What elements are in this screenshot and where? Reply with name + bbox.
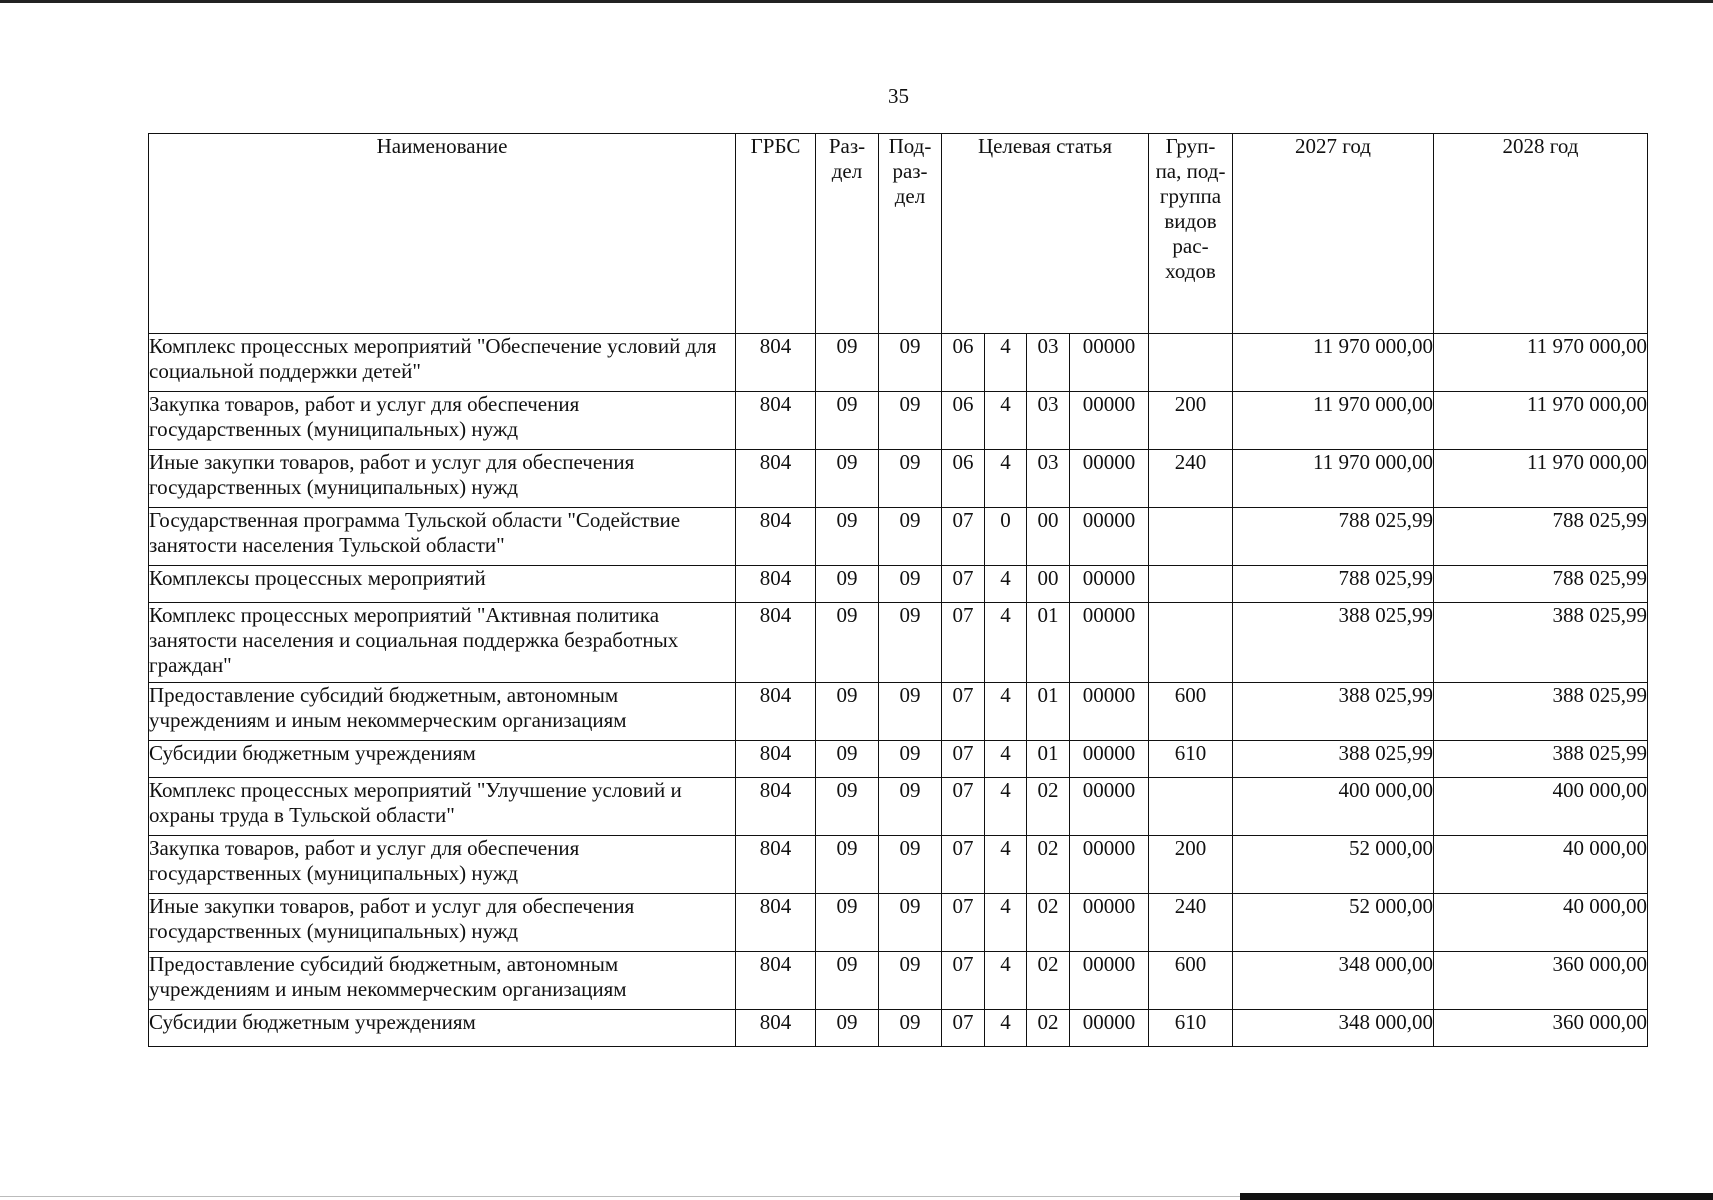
cell-target-complex: 03 [1027,392,1070,450]
cell-expense-group: 600 [1149,952,1233,1010]
cell-amount-2028: 388 025,99 [1434,683,1648,741]
cell-target-program: 06 [942,392,985,450]
header-2027: 2027 год [1233,134,1434,334]
cell-target-program: 07 [942,683,985,741]
cell-target-program: 07 [942,508,985,566]
cell-target-complex: 01 [1027,603,1070,683]
cell-razdel: 09 [816,741,879,778]
cell-target-type: 4 [985,741,1027,778]
cell-target-type: 4 [985,683,1027,741]
cell-amount-2027: 788 025,99 [1233,508,1434,566]
cell-target-complex: 02 [1027,952,1070,1010]
cell-expense-group: 610 [1149,741,1233,778]
cell-name: Комплекс процессных мероприятий "Обеспечение условий для социальной поддержки детей" [149,334,736,392]
table-row [149,566,1648,603]
table-row [149,392,1648,450]
cell-target-program: 07 [942,566,985,603]
cell-expense-group: 240 [1149,894,1233,952]
cell-target-complex: 02 [1027,836,1070,894]
cell-podrazdel: 09 [879,894,942,952]
cell-amount-2027: 11 970 000,00 [1233,392,1434,450]
cell-podrazdel: 09 [879,952,942,1010]
cell-target-direction: 00000 [1070,741,1149,778]
table-row [149,508,1648,566]
cell-amount-2028: 40 000,00 [1434,836,1648,894]
cell-target-type: 4 [985,894,1027,952]
table-row [149,741,1648,778]
table-row [149,683,1648,741]
cell-amount-2027: 388 025,99 [1233,741,1434,778]
header-2028: 2028 год [1434,134,1648,334]
cell-target-direction: 00000 [1070,334,1149,392]
cell-expense-group [1149,603,1233,683]
cell-target-type: 4 [985,778,1027,836]
cell-amount-2028: 400 000,00 [1434,778,1648,836]
cell-razdel: 09 [816,952,879,1010]
cell-grbs: 804 [736,392,816,450]
table-header [149,134,1648,334]
cell-target-complex: 02 [1027,778,1070,836]
cell-amount-2028: 360 000,00 [1434,1010,1648,1047]
cell-amount-2028: 11 970 000,00 [1434,392,1648,450]
cell-podrazdel: 09 [879,450,942,508]
cell-grbs: 804 [736,1010,816,1047]
cell-target-direction: 00000 [1070,836,1149,894]
cell-target-direction: 00000 [1070,894,1149,952]
cell-target-type: 4 [985,392,1027,450]
cell-grbs: 804 [736,894,816,952]
cell-razdel: 09 [816,603,879,683]
cell-target-program: 07 [942,741,985,778]
table-row [149,334,1648,392]
cell-name: Комплекс процессных мероприятий "Активная политика занятости населения и социальная поддержка безработных граждан" [149,603,736,683]
cell-amount-2028: 788 025,99 [1434,508,1648,566]
cell-target-type: 4 [985,1010,1027,1047]
cell-amount-2027: 11 970 000,00 [1233,450,1434,508]
cell-grbs: 804 [736,836,816,894]
cell-expense-group [1149,566,1233,603]
cell-amount-2028: 11 970 000,00 [1434,334,1648,392]
cell-amount-2027: 52 000,00 [1233,894,1434,952]
cell-expense-group: 600 [1149,683,1233,741]
cell-target-direction: 00000 [1070,508,1149,566]
scan-edge-bottom [1240,1193,1713,1200]
header-name: Наименование [149,134,736,334]
cell-grbs: 804 [736,741,816,778]
cell-grbs: 804 [736,778,816,836]
cell-amount-2027: 11 970 000,00 [1233,334,1434,392]
cell-target-direction: 00000 [1070,952,1149,1010]
cell-amount-2028: 40 000,00 [1434,894,1648,952]
table-row [149,952,1648,1010]
cell-target-direction: 00000 [1070,392,1149,450]
cell-expense-group [1149,778,1233,836]
cell-name: Государственная программа Тульской области "Содействие занятости населения Тульской области" [149,508,736,566]
cell-target-direction: 00000 [1070,683,1149,741]
cell-target-program: 07 [942,603,985,683]
cell-expense-group: 200 [1149,392,1233,450]
cell-podrazdel: 09 [879,683,942,741]
cell-expense-group: 610 [1149,1010,1233,1047]
cell-podrazdel: 09 [879,1010,942,1047]
table-row [149,778,1648,836]
table-row [149,894,1648,952]
table-row [149,603,1648,683]
cell-name: Закупка товаров, работ и услуг для обеспечения государственных (муниципальных) нужд [149,392,736,450]
scan-edge-bottom-line [0,1196,1240,1197]
cell-target-type: 4 [985,450,1027,508]
cell-amount-2028: 360 000,00 [1434,952,1648,1010]
cell-target-program: 07 [942,778,985,836]
cell-podrazdel: 09 [879,603,942,683]
cell-podrazdel: 09 [879,778,942,836]
cell-name: Комплексы процессных мероприятий [149,566,736,603]
header-razdel: Раз- дел [816,134,879,334]
cell-target-direction: 00000 [1070,450,1149,508]
cell-expense-group: 200 [1149,836,1233,894]
header-target-article: Целевая статья [942,134,1149,334]
cell-target-program: 06 [942,450,985,508]
cell-amount-2028: 388 025,99 [1434,741,1648,778]
cell-amount-2027: 388 025,99 [1233,683,1434,741]
cell-target-complex: 03 [1027,450,1070,508]
cell-target-program: 07 [942,1010,985,1047]
cell-target-complex: 01 [1027,741,1070,778]
scan-edge-top [0,0,1713,3]
header-expense-group: Груп- па, под- группа видов рас- ходов [1149,134,1233,334]
cell-razdel: 09 [816,334,879,392]
cell-grbs: 804 [736,508,816,566]
cell-amount-2028: 11 970 000,00 [1434,450,1648,508]
cell-target-program: 07 [942,894,985,952]
budget-table [148,133,1648,1047]
cell-target-program: 07 [942,836,985,894]
cell-target-type: 4 [985,334,1027,392]
cell-target-complex: 01 [1027,683,1070,741]
cell-amount-2027: 388 025,99 [1233,603,1434,683]
cell-name: Иные закупки товаров, работ и услуг для обеспечения государственных (муниципальных) нужд [149,894,736,952]
cell-razdel: 09 [816,450,879,508]
cell-grbs: 804 [736,334,816,392]
cell-podrazdel: 09 [879,741,942,778]
cell-amount-2028: 788 025,99 [1434,566,1648,603]
cell-target-type: 4 [985,603,1027,683]
cell-target-complex: 02 [1027,1010,1070,1047]
cell-amount-2027: 400 000,00 [1233,778,1434,836]
cell-amount-2028: 388 025,99 [1434,603,1648,683]
cell-target-complex: 00 [1027,508,1070,566]
header-podrazdel: Под- раз- дел [879,134,942,334]
cell-target-direction: 00000 [1070,778,1149,836]
cell-name: Предоставление субсидий бюджетным, автономным учреждениям и иным некоммерческим организациям [149,683,736,741]
table-body [149,334,1648,1047]
cell-razdel: 09 [816,392,879,450]
cell-razdel: 09 [816,508,879,566]
table-row [149,1010,1648,1047]
cell-target-type: 4 [985,566,1027,603]
cell-target-direction: 00000 [1070,603,1149,683]
cell-amount-2027: 348 000,00 [1233,952,1434,1010]
cell-name: Субсидии бюджетным учреждениям [149,1010,736,1047]
cell-target-program: 06 [942,334,985,392]
cell-razdel: 09 [816,566,879,603]
cell-grbs: 804 [736,603,816,683]
cell-amount-2027: 788 025,99 [1233,566,1434,603]
table-row [149,836,1648,894]
cell-grbs: 804 [736,952,816,1010]
page-number: 35 [888,84,909,108]
table-row [149,450,1648,508]
cell-razdel: 09 [816,894,879,952]
cell-razdel: 09 [816,1010,879,1047]
cell-podrazdel: 09 [879,508,942,566]
cell-grbs: 804 [736,566,816,603]
cell-name: Закупка товаров, работ и услуг для обеспечения государственных (муниципальных) нужд [149,836,736,894]
cell-target-direction: 00000 [1070,1010,1149,1047]
cell-grbs: 804 [736,450,816,508]
cell-target-type: 4 [985,952,1027,1010]
cell-podrazdel: 09 [879,392,942,450]
cell-target-complex: 00 [1027,566,1070,603]
cell-name: Субсидии бюджетным учреждениям [149,741,736,778]
cell-target-direction: 00000 [1070,566,1149,603]
cell-target-type: 4 [985,836,1027,894]
cell-name: Предоставление субсидий бюджетным, автономным учреждениям и иным некоммерческим организациям [149,952,736,1010]
cell-podrazdel: 09 [879,566,942,603]
cell-target-type: 0 [985,508,1027,566]
cell-target-program: 07 [942,952,985,1010]
header-grbs: ГРБС [736,134,816,334]
cell-podrazdel: 09 [879,836,942,894]
cell-target-complex: 02 [1027,894,1070,952]
cell-expense-group [1149,508,1233,566]
cell-target-complex: 03 [1027,334,1070,392]
cell-amount-2027: 348 000,00 [1233,1010,1434,1047]
cell-razdel: 09 [816,836,879,894]
cell-name: Иные закупки товаров, работ и услуг для обеспечения государственных (муниципальных) нужд [149,450,736,508]
cell-podrazdel: 09 [879,334,942,392]
cell-expense-group [1149,334,1233,392]
cell-razdel: 09 [816,778,879,836]
cell-expense-group: 240 [1149,450,1233,508]
cell-name: Комплекс процессных мероприятий "Улучшение условий и охраны труда в Тульской области" [149,778,736,836]
cell-razdel: 09 [816,683,879,741]
cell-grbs: 804 [736,683,816,741]
cell-amount-2027: 52 000,00 [1233,836,1434,894]
